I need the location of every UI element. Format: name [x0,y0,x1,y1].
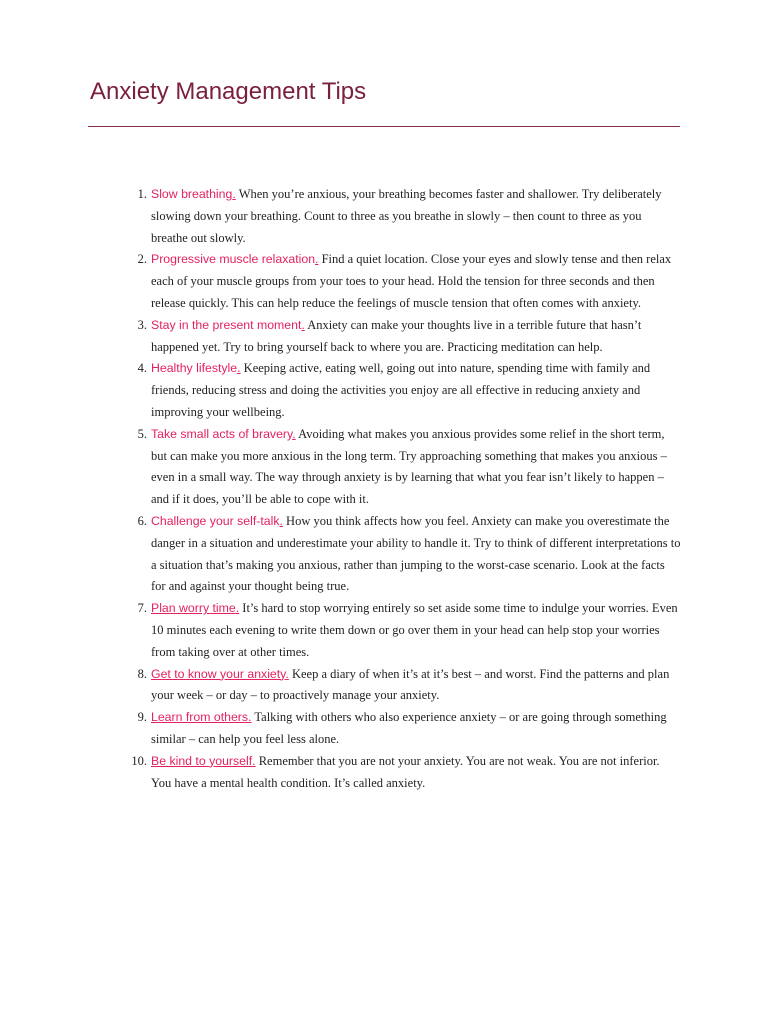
tip-heading-period: . [279,513,283,528]
tip-body: Keep a diary of when it’s at it’s best – and worst. Find the patterns and plan your week – or day – to proactively manage your anxiety. [151,666,670,703]
tip-body: Talking with others who also experience anxiety – or are going through something similar – can help you feel less alone. [151,710,667,746]
tip-heading: Get to know your anxiety [151,666,286,681]
tip-number: 1. [137,187,147,201]
tip-body: Keeping active, eating well, going out into nature, spending time with family and friends, reducing stress and doing the activities you enjoy are all effective in reducing anxiety and improving your wellbeing. [151,361,651,419]
tip-body: Remember that you are not your anxiety. You are not weak. You are not inferior. You have a mental health condition. It’s called anxiety. [151,753,660,790]
tip-number: 10. [131,753,147,768]
tip-number: 6. [137,513,147,528]
tip-heading-period: . [292,426,296,441]
tip-item [137,315,681,359]
tip-item [137,511,681,598]
tip-heading-period: . [235,601,240,616]
tip-body: It’s hard to stop worrying entirely so set aside some time to indulge your worries. Even 10 minutes each evening to write them down or go over them in your head can help stop your worries from taking over at other times. [151,601,678,659]
tip-heading-period: . [301,317,305,332]
tip-item [131,751,681,795]
tip-number: 4. [137,361,147,376]
tip-item [137,707,681,751]
tip-heading: Be kind to yourself [151,753,253,768]
tip-heading: Take small acts of bravery [151,426,293,441]
tip-number: 8. [137,666,147,681]
tip-item [137,358,681,423]
tip-body: How you think affects how you feel. Anxiety can make you overestimate the danger in a situation and underestimate your ability to handle it. Try to think of different interpretations to a situation that’s making you anxious, rather than jumping to the worst-case scenario. Look at the facts for and against your thought being true. [151,513,681,594]
tip-item [137,249,681,314]
tip-heading-period: . [237,361,241,376]
tip-heading: Progressive muscle relaxation [151,252,316,267]
tip-item [137,598,681,663]
title-divider [88,126,680,127]
tip-number: 9. [137,710,147,725]
tip-heading-period: . [285,666,289,681]
tip-number: 5. [137,426,147,441]
tip-heading-period: . [248,710,252,725]
tip-heading: Learn from others [151,710,249,725]
tip-heading: Stay in the present moment [151,317,302,332]
tip-heading: Slow breathing [151,187,233,201]
tip-item [137,184,681,249]
tip-number: 7. [137,601,147,616]
tip-heading: Plan worry time [151,601,236,616]
tip-number: 3. [137,317,147,332]
page-title: Anxiety Management Tips [90,78,367,105]
tip-body: Avoiding what makes you anxious provides some relief in the short term, but can make you more anxious in the long term. Try approaching something that makes you anxious – even in a small way. The way through anxiety is by learning that what you fear isn’t likely to happen – and if it does, you’ll be able to cope with it. [151,426,667,507]
tip-body: When you’re anxious, your breathing becomes faster and shallower. Try deliberately slowing down your breathing. Count to three as you breathe in slowly – then count to three as you breathe out slowly. [151,187,662,245]
tip-item [137,664,681,708]
tip-body: Find a quiet location. Close your eyes and slowly tense and then relax each of your muscle groups from your toes to your head. Hold the tension for three seconds and then release quickly. This can help reduce the feelings of muscle tension that often comes with anxiety. [151,252,672,310]
tip-item [137,424,681,511]
tip-heading-period: . [315,252,319,267]
tip-heading-period: . [232,187,236,201]
tip-heading-period: . [252,753,256,768]
tip-number: 2. [137,252,147,267]
tip-heading: Healthy lifestyle [151,361,238,376]
tip-heading: Challenge your self-talk [151,513,280,528]
tip-body: Anxiety can make your thoughts live in a terrible future that hasn’t happened yet. Try to bring yourself back to where you are. Practicing meditation can help. [151,317,642,354]
tips-list [131,184,681,794]
